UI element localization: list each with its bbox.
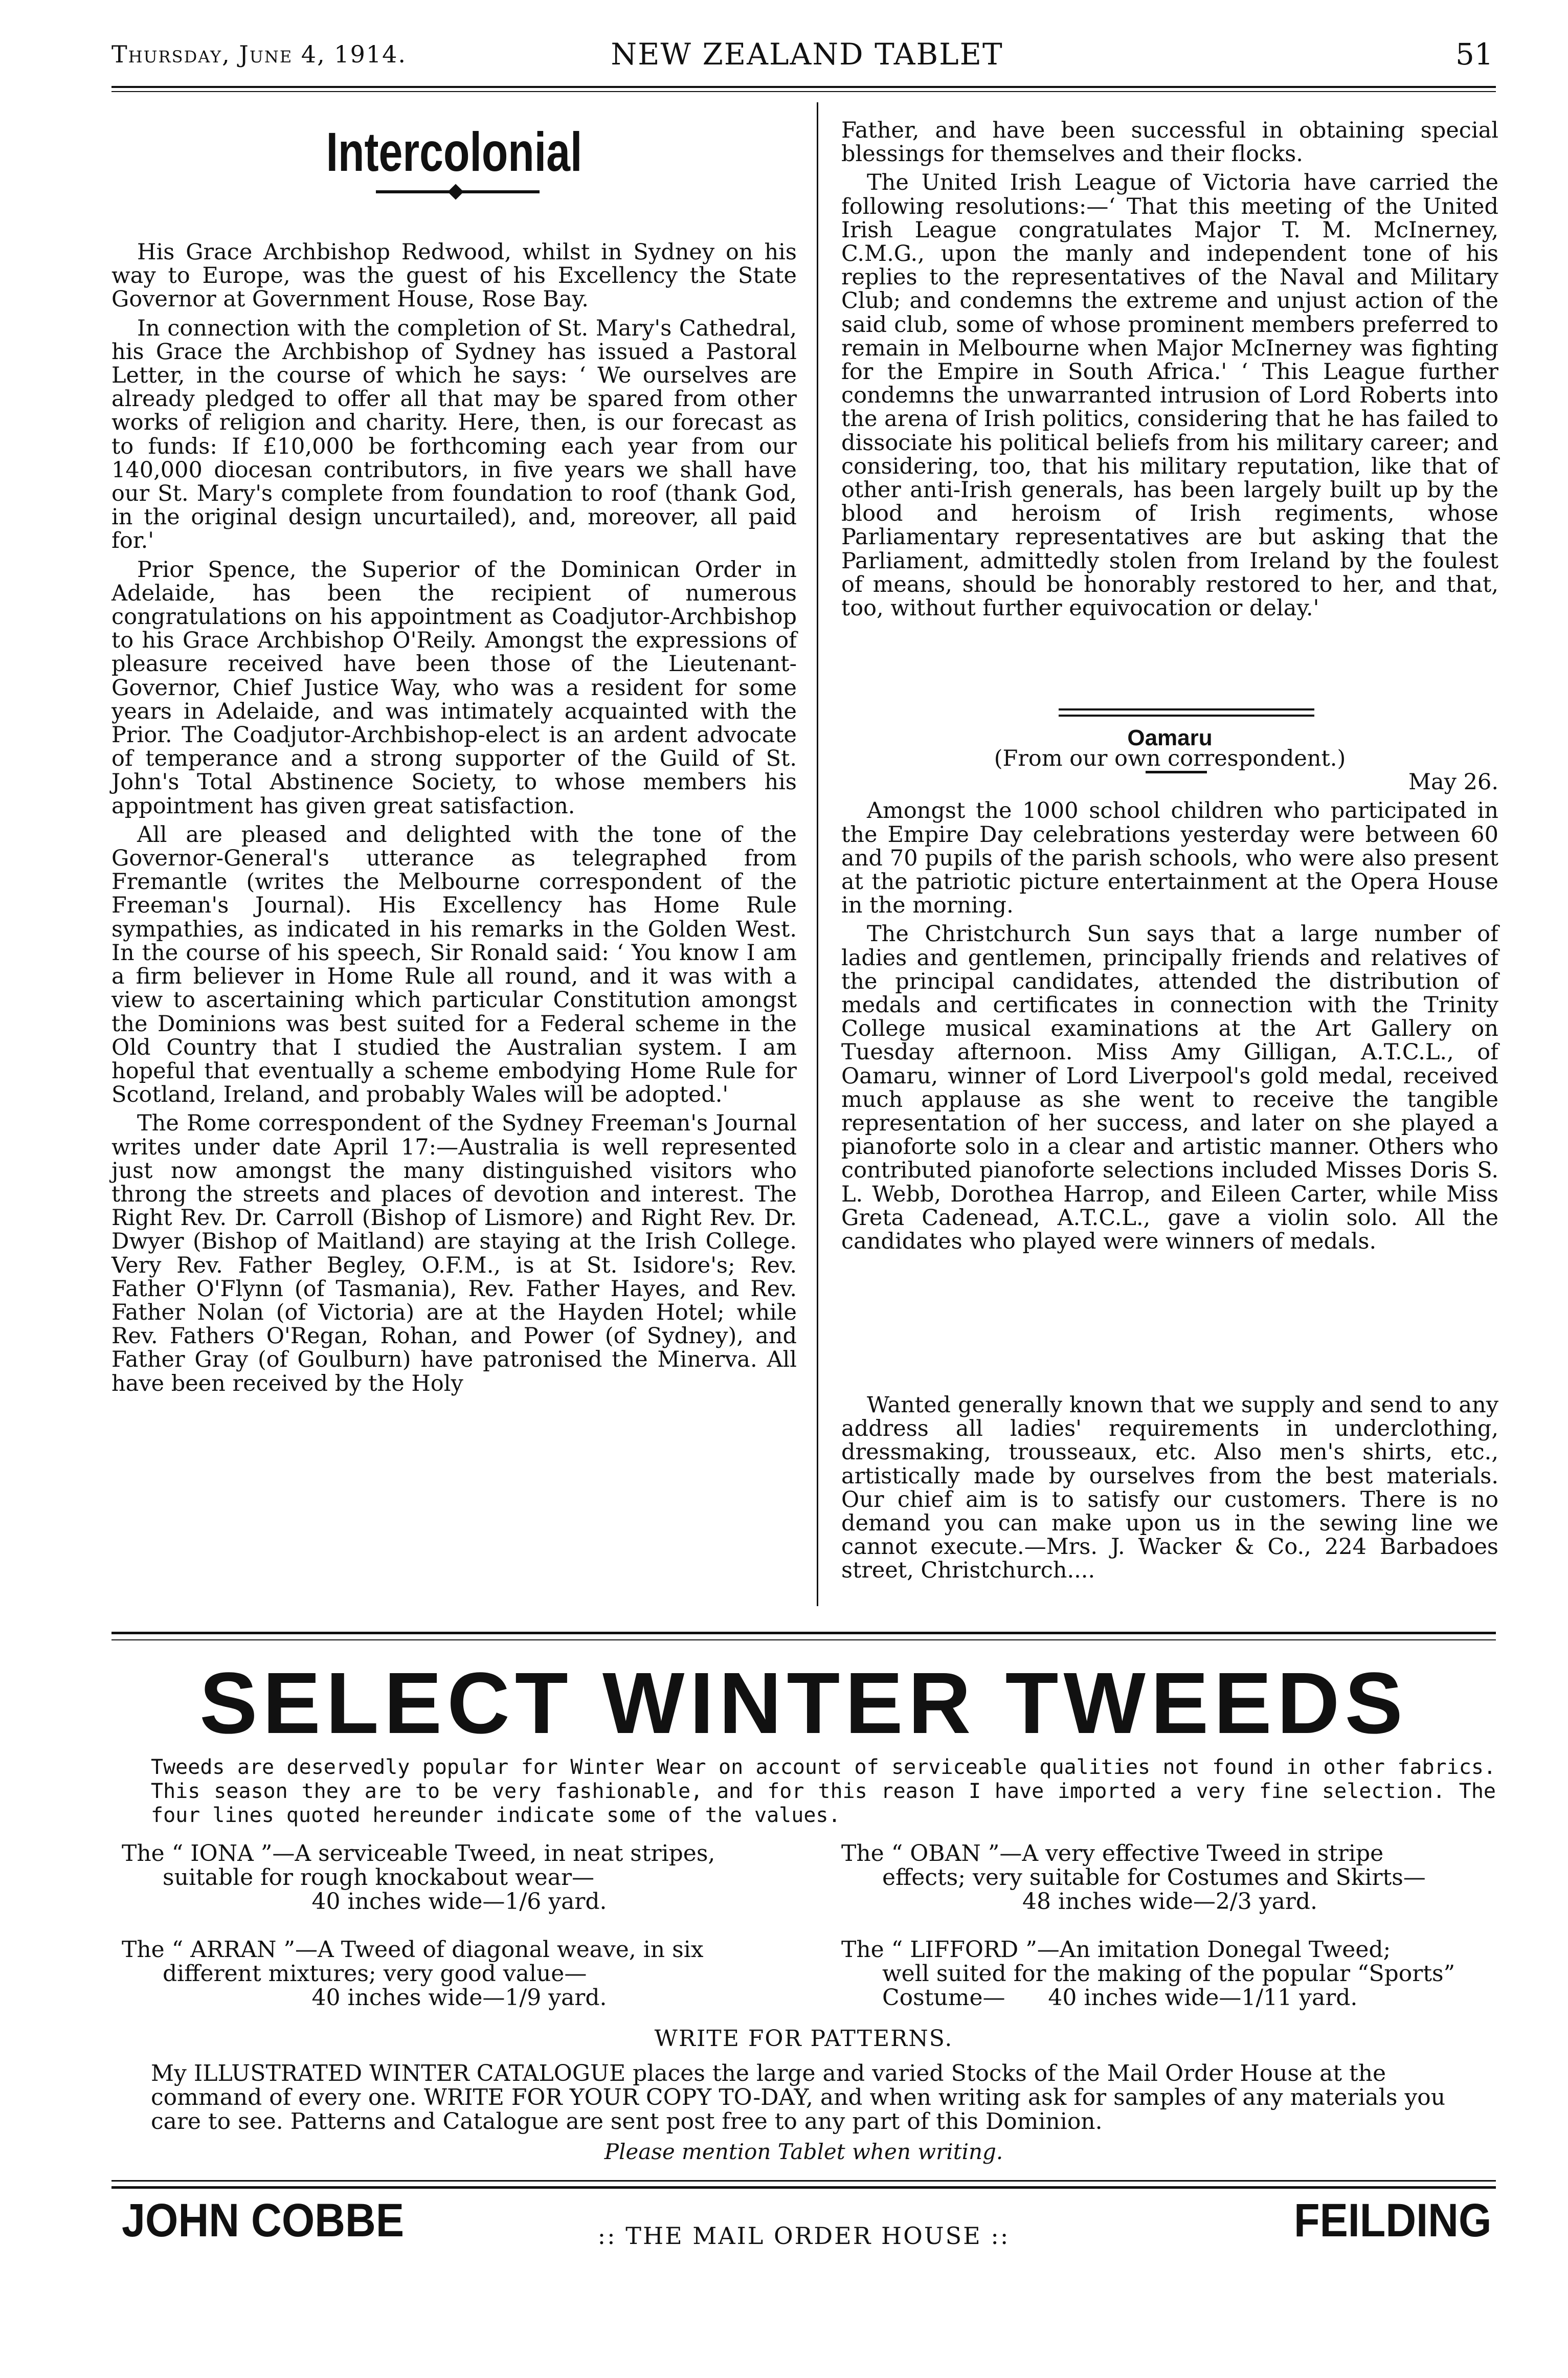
continuation-article — [841, 119, 1498, 620]
tweed-item — [841, 1938, 1498, 2010]
tweed-name: The “ OBAN ”—A very effective Tweed in stripe — [841, 1840, 1384, 1866]
article-paragraph: His Grace Archbishop Redwood, whilst in Sydney on his way to Europe, was the guest of his Excellency the State Governor at Government House, Rose Bay. — [111, 239, 797, 313]
tweed-item — [122, 1841, 797, 1914]
catalogue-text: My ILLUSTRATED WINTER CATALOGUE places the large and varied Stocks of the Mail Order House at the command of every one. WRITE FOR YOUR COPY TO-DAY, and when writing ask for samples of any materials you care to see. Patterns and Catalogue are sent post free to any part of this Dominion. — [151, 2060, 1446, 2135]
section-title-oamaru: Oamaru — [1127, 725, 1213, 750]
page-number: 51 — [1455, 37, 1493, 72]
footer-tagline: :: THE MAIL ORDER HOUSE :: — [597, 2222, 1010, 2250]
advert-headline: SELECT WINTER TWEEDS — [199, 1655, 1408, 1752]
section-double-rule — [1059, 708, 1314, 710]
running-date: Thursday, June 4, 1914. — [111, 40, 407, 68]
tweed-name: The “ IONA ”—A serviceable Tweed, in neat stripes, — [122, 1840, 715, 1866]
section-double-rule — [1059, 715, 1314, 717]
masthead-title: NEW ZEALAND TABLET — [611, 37, 1003, 72]
advert-top-rule — [111, 1632, 1496, 1634]
oamaru-article — [841, 747, 1498, 1253]
oamaru-correspondent: (From our own correspondent.) — [994, 746, 1346, 771]
mention-tablet: Please mention Tablet when writing. — [604, 2139, 1003, 2164]
tweed-name: The “ ARRAN ”—A Tweed of diagonal weave, in six — [122, 1937, 704, 1963]
tweed-description: effects; very suitable for Costumes and Skirts— — [882, 1864, 1426, 1891]
article-paragraph: All are pleased and delighted with the tone of the Governor-General's utterance as telegraphed from Fremantle (writes the Melbourne correspondent of the Freeman's Journal). His Excellency has Home Rule sympathies, as indicated in his remarks in the Golden West. In the course of his speech, Sir Ronald said: ‘ You know I am a firm believer in Home Rule all round, and it was with a view to ascertaining which particular Constitution amongst the Dominions was best suited for a Federal scheme in the Old Country that I studied the Australian system. I am hopeful that eventually a scheme embodying Home Rule for Scotland, Ireland, and probably Wales will be adopted.' — [111, 821, 797, 1108]
tweed-width-price: 40 inches wide—1/9 yard. — [311, 1985, 607, 2011]
footer-rule-thin — [111, 2180, 1496, 2182]
article-paragraph: The Rome correspondent of the Sydney Freeman's Journal writes under date April 17:—Australia is well represented just now amongst the many distinguished visitors who throng the streets and places of devotion and interest. The Right Rev. Dr. Carroll (Bishop of Lismore) and Right Rev. Dr. Dwyer (Bishop of Maitland) are staying at the Irish College. Very Rev. Father Begley, O.F.M., is at St. Isidore's; Rev. Father O'Flynn (of Tasmania), Rev. Father Hayes, and Rev. Father Nolan (of Victoria) are at the Hayden Hotel; while Rev. Fathers O'Regan, Rohan, and Power (of Sydney), and Father Gray (of Goulburn) have patronised the Minerva. All have been received by the Holy — [111, 1110, 797, 1396]
section-title-intercolonial: Intercolonial — [326, 121, 583, 183]
advert-top-rule-thin — [111, 1639, 1496, 1640]
wacker-notice — [841, 1393, 1498, 1583]
article-paragraph: Prior Spence, the Superior of the Dominican Order in Adelaide, has been the recipient of numerous congratulations on his appointment as Coadjutor-Archbishop to his Grace Archbishop O'Reily. Amongst the expressions of pleasure received have been those of the Lieutenant-Governor, Chief Justice Way, who was a resident for some years in Adelaide, and was intimately acquainted with the Prior. The Coadjutor-Archbishop-elect is an ardent advocate of temperance and a strong supporter of the Guild of St. John's Total Abstinence Society, to whose members his appointment has given great satisfaction. — [111, 557, 797, 819]
tweed-width-price: Costume— 40 inches wide—1/11 yard. — [882, 1985, 1358, 2011]
write-for-patterns: WRITE FOR PATTERNS. — [654, 2026, 953, 2052]
tweed-description: different mixtures; very good value— — [163, 1961, 587, 1987]
tweed-width-price: 40 inches wide—1/6 yard. — [311, 1888, 607, 1915]
oamaru-date: May 26. — [1408, 769, 1498, 795]
footer-merchant-name: JOHN COBBE — [122, 2194, 405, 2247]
header-rule — [111, 86, 1496, 88]
tweed-width-price: 48 inches wide—2/3 yard. — [1022, 1888, 1317, 1915]
title-ornament-diamond — [447, 184, 463, 199]
footer-town: FEILDING — [1294, 2194, 1492, 2247]
footer-rule — [111, 2186, 1496, 2189]
tweed-name: The “ LIFFORD ”—An imitation Donegal Tweed; — [841, 1937, 1391, 1963]
tweed-description: well suited for the making of the popular “Sports” — [882, 1961, 1455, 1987]
notice-paragraph: Wanted generally known that we supply and send to any address all ladies' requirements in underclothing, dressmaking, trousseaux, etc. Also men's shirts, etc., artistically made by ourselves from the best materials. Our chief aim is to satisfy our customers. There is no demand you can make upon us in the sewing line we cannot execute.—Mrs. J. Wacker & Co., 224 Barbadoes street, Christchurch.... — [841, 1392, 1498, 1584]
header-rule-thin — [111, 91, 1496, 92]
tweed-item — [841, 1841, 1498, 1914]
article-paragraph: The Christchurch Sun says that a large number of ladies and gentlemen, principally friends and relatives of the principal candidates, attended the distribution of medals and certificates in connection with the Trinity College musical examinations at the Art Gallery on Tuesday afternoon. Miss Amy Gilligan, A.T.C.L., of Oamaru, winner of Lord Liverpool's gold medal, received much applause as she went to receive the tangible representation of her success, and later on she played a pianoforte solo in a clear and artistic manner. Others who contributed pianoforte selections included Misses Doris S. L. Webb, Dorothea Harrop, and Eileen Carter, while Miss Greta Cadenead, A.T.C.L., gave a violin solo. All the candidates who played were winners of medals. — [841, 921, 1498, 1255]
intercolonial-article — [111, 240, 797, 1395]
article-paragraph: Father, and have been successful in obtaining special blessings for themselves and their flocks. — [841, 118, 1498, 167]
article-paragraph: The United Irish League of Victoria have carried the following resolutions:—‘ That this meeting of the United Irish League congratulates Major T. M. McInerney, C.M.G., upon the manly and independent tone of his replies to the representatives of the Naval and Military Club; and condemns the extreme and unjust action of the said club, some of whose prominent members preferred to remain in Melbourne when Major McInerney was fighting for the Empire in South Africa.' ‘ This League further condemns the unwarranted intrusion of Lord Roberts into the arena of Irish politics, considering that he has failed to dissociate his political beliefs from his military career; and considering, too, that his military reputation, like that of other anti-Irish generals, has been largely built up by the blood and heroism of Irish regiments, whose Parliamentary representatives are but asking that the Parliament, admittedly stolen from Ireland by the foulest of means, should be honorably restored to her, and that, too, without further equivocation or delay.' — [841, 170, 1498, 621]
advert-intro: Tweeds are deservedly popular for Winter Wear on account of serviceable qualities not found in other fabrics. This season they are to be very fashionable, and for this reason I have imported a very fine selection. The four lines quoted hereunder indicate some of the values. — [151, 1755, 1496, 1827]
tweed-description: suitable for rough knockabout wear— — [163, 1864, 594, 1891]
article-paragraph: Amongst the 1000 school children who participated in the Empire Day celebrations yesterday were between 60 and 70 pupils of the parish schools, who were also present at the patriotic picture entertainment at the Opera House in the morning. — [841, 798, 1498, 919]
article-paragraph: In connection with the completion of St. Mary's Cathedral, his Grace the Archbishop of Sydney has issued a Pastoral Letter, in the course of which he says: ‘ We ourselves are already pledged to offer all that may be spared from other works of religion and charity. Here, then, is our forecast as to funds: If £10,000 be forthcoming each year from our 140,000 diocesan contributors, in five years we shall have our St. Mary's complete from foundation to roof (thank God, in the original design uncurtailed), and, moreover, all paid for.' — [111, 315, 797, 554]
column-divider — [817, 102, 818, 1606]
tweed-item — [122, 1938, 797, 2010]
